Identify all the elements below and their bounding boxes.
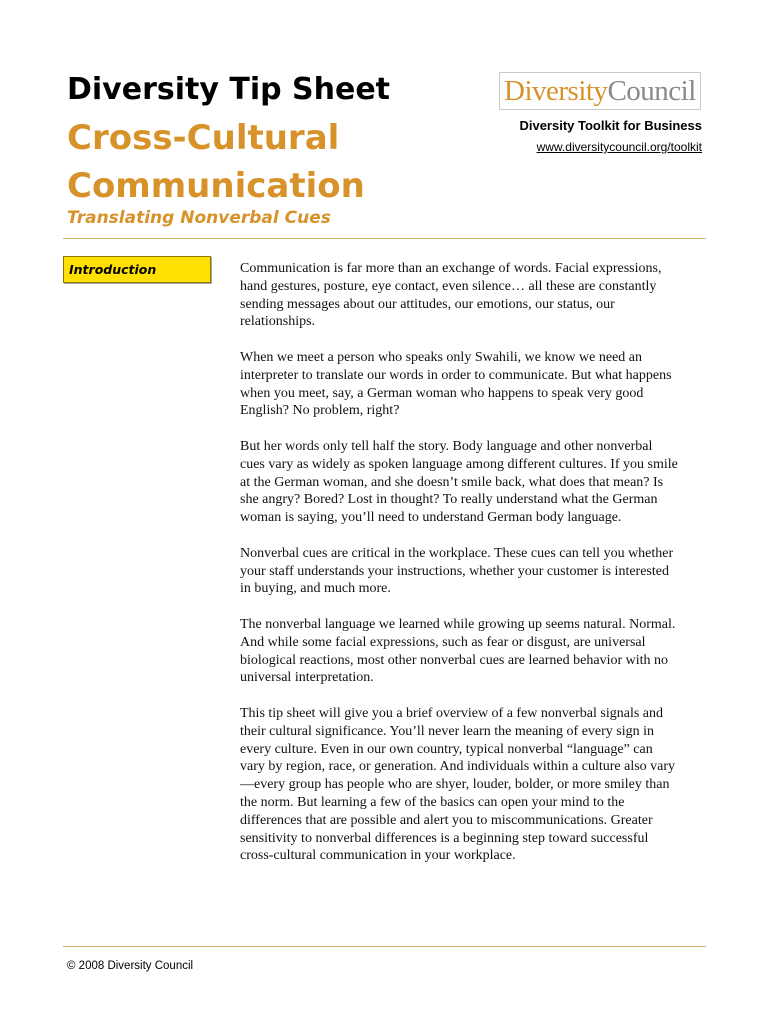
section-label-introduction: Introduction [63, 256, 211, 283]
footer-divider [63, 946, 706, 947]
footer-copyright: © 2008 Diversity Council [67, 960, 194, 972]
body-paragraph: This tip sheet will give you a brief overview of a few nonverbal signals and their cultural significance. You’ll never learn the meaning of every sign in every culture. Even in our own country, typical nonverbal “language” can vary by region, race, or generation. And individuals within a culture also vary—every group has people who are shyer, louder, bolder, or more smiley than the norm. But learning a few of the basics can open your mind to the differences that are possible and alert you to miscommunications. Greater sensitivity to nonverbal differences is a beginning step toward successful cross-cultural communication in your workplace. [240, 705, 676, 864]
body-paragraph: Nonverbal cues are critical in the workplace. These cues can tell you whether your staff understands your instructions, whether your customer is interested in buying, and much more. [240, 545, 674, 597]
body-paragraph: The nonverbal language we learned while growing up seems natural. Normal. And while some facial expressions, such as fear or disgust, are universal biological reactions, most other nonverbal cues are learned behavior with no universal interpretation. [240, 616, 676, 686]
logo-word-diversity: Diversity [504, 75, 608, 107]
page-title: Diversity Tip Sheet [67, 72, 391, 107]
page-tagline: Translating Nonverbal Cues [67, 208, 331, 228]
introduction-body [240, 260, 680, 883]
body-paragraph: Communication is far more than an exchange of words. Facial expressions, hand gestures, posture, eye contact, even silence… all these are constantly sending messages about our attitudes, our emotions, our status, our relationships. [240, 261, 662, 330]
body-paragraph: When we meet a person who speaks only Swahili, we know we need an interpreter to translate our words in order to communicate. But what happens when you meet, say, a German woman who happens to speak very good English? No problem, right? [240, 349, 672, 419]
logo-word-council: Council [607, 75, 696, 107]
body-paragraph: But her words only tell half the story. Body language and other nonverbal cues vary as widely as spoken language among different cultures. If you smile at the German woman, and she doesn’t smile back, what does that mean? Is she angry? Bored? Lost in thought? To really understand what the German woman is saying, you’ll need to understand German body language. [240, 438, 678, 526]
header-divider [63, 238, 706, 239]
page-subtitle: Cross-Cultural Communication [67, 118, 365, 206]
toolkit-title: Diversity Toolkit for Business [519, 118, 702, 133]
diversity-council-logo [499, 72, 701, 110]
toolkit-link[interactable]: www.diversitycouncil.org/toolkit [536, 140, 702, 154]
